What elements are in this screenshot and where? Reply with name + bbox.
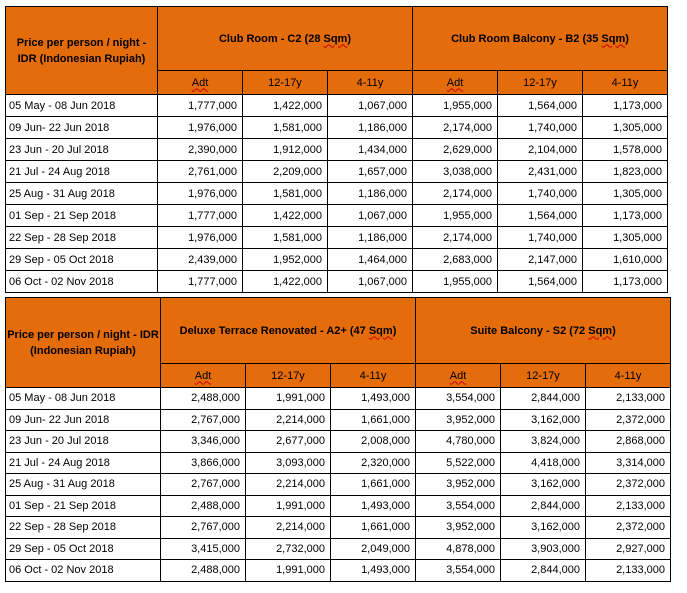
price-cell: 2,214,000 — [246, 517, 331, 539]
price-cell: 2,133,000 — [586, 560, 671, 582]
table-row — [6, 183, 668, 205]
age-header-child: 4-11y — [586, 364, 671, 388]
price-cell: 3,346,000 — [161, 431, 246, 453]
price-cell: 2,174,000 — [413, 117, 498, 139]
table-row — [6, 161, 668, 183]
price-cell: 1,173,000 — [583, 271, 668, 293]
price-cell: 1,422,000 — [243, 271, 328, 293]
age-header-adult: Adt — [416, 364, 501, 388]
date-range-cell: 23 Jun - 20 Jul 2018 — [6, 431, 161, 453]
date-range-cell: 21 Jul - 24 Aug 2018 — [6, 161, 158, 183]
price-cell: 1,422,000 — [243, 95, 328, 117]
price-cell: 2,174,000 — [413, 183, 498, 205]
price-cell: 1,173,000 — [583, 95, 668, 117]
price-cell: 4,878,000 — [416, 538, 501, 560]
table-row — [6, 227, 668, 249]
table-row — [6, 271, 668, 293]
table-row — [6, 117, 668, 139]
price-cell: 1,493,000 — [331, 495, 416, 517]
table-row — [6, 205, 668, 227]
price-cell: 5,522,000 — [416, 452, 501, 474]
price-cell: 1,186,000 — [328, 117, 413, 139]
room-header-suite-balcony — [416, 298, 671, 364]
room-unit: Sqm — [368, 324, 393, 337]
price-cell: 1,434,000 — [328, 139, 413, 161]
table-row — [6, 409, 671, 431]
date-range-cell: 01 Sep - 21 Sep 2018 — [6, 205, 158, 227]
room-close: ) — [625, 32, 629, 45]
age-header-teen: 12-17y — [243, 71, 328, 95]
price-cell: 1,564,000 — [498, 95, 583, 117]
price-cell: 4,780,000 — [416, 431, 501, 453]
price-cell: 1,305,000 — [583, 227, 668, 249]
date-range-cell: 22 Sep - 28 Sep 2018 — [6, 517, 161, 539]
price-cell: 1,952,000 — [243, 249, 328, 271]
price-cell: 1,581,000 — [243, 117, 328, 139]
price-cell: 1,581,000 — [243, 227, 328, 249]
price-cell: 1,955,000 — [413, 95, 498, 117]
date-range-cell: 09 Jun- 22 Jun 2018 — [6, 409, 161, 431]
price-cell: 2,767,000 — [161, 409, 246, 431]
age-header-child: 4-11y — [583, 71, 668, 95]
price-cell: 1,186,000 — [328, 227, 413, 249]
age-header-child: 4-11y — [328, 71, 413, 95]
price-cell: 2,049,000 — [331, 538, 416, 560]
price-cell: 1,976,000 — [158, 227, 243, 249]
price-cell: 1,912,000 — [243, 139, 328, 161]
price-cell: 2,844,000 — [501, 495, 586, 517]
date-range-cell: 05 May - 08 Jun 2018 — [6, 95, 158, 117]
price-cell: 2,732,000 — [246, 538, 331, 560]
price-cell: 2,372,000 — [586, 409, 671, 431]
price-cell: 2,214,000 — [246, 409, 331, 431]
room-header-club-room — [158, 7, 413, 71]
date-range-cell: 09 Jun- 22 Jun 2018 — [6, 117, 158, 139]
room-header-deluxe-terrace — [161, 298, 416, 364]
price-cell: 2,927,000 — [586, 538, 671, 560]
date-range-cell: 05 May - 08 Jun 2018 — [6, 388, 161, 410]
price-cell: 1,661,000 — [331, 409, 416, 431]
price-cell: 1,610,000 — [583, 249, 668, 271]
date-range-cell: 29 Sep - 05 Oct 2018 — [6, 538, 161, 560]
price-cell: 2,214,000 — [246, 474, 331, 496]
price-cell: 2,209,000 — [243, 161, 328, 183]
price-cell: 2,767,000 — [161, 517, 246, 539]
price-cell: 1,581,000 — [243, 183, 328, 205]
table-row — [6, 474, 671, 496]
price-cell: 1,493,000 — [331, 388, 416, 410]
price-cell: 2,320,000 — [331, 452, 416, 474]
price-cell: 1,777,000 — [158, 271, 243, 293]
table-row — [6, 495, 671, 517]
room-header-club-room-balcony — [413, 7, 668, 71]
age-header-adult: Adt — [413, 71, 498, 95]
price-cell: 1,067,000 — [328, 271, 413, 293]
room-close: ) — [347, 32, 352, 45]
price-cell: 1,493,000 — [331, 560, 416, 582]
price-cell: 2,844,000 — [501, 388, 586, 410]
price-cell: 2,767,000 — [161, 474, 246, 496]
price-cell: 1,422,000 — [243, 205, 328, 227]
age-header-teen: 12-17y — [498, 71, 583, 95]
table-row — [6, 95, 668, 117]
price-cell: 2,439,000 — [158, 249, 243, 271]
price-cell: 1,976,000 — [158, 183, 243, 205]
table-row — [6, 139, 668, 161]
price-cell: 1,067,000 — [328, 205, 413, 227]
price-cell: 2,488,000 — [161, 388, 246, 410]
room-name: Club Room Balcony - B2 (35 — [451, 32, 602, 45]
price-cell: 1,067,000 — [328, 95, 413, 117]
price-cell: 3,093,000 — [246, 452, 331, 474]
price-header-label: Price per person / night - IDR (Indonesian Rupiah) — [6, 298, 161, 388]
price-cell: 3,314,000 — [586, 452, 671, 474]
price-cell: 2,683,000 — [413, 249, 498, 271]
price-cell: 2,372,000 — [586, 517, 671, 539]
price-cell: 1,976,000 — [158, 117, 243, 139]
price-cell: 2,488,000 — [161, 495, 246, 517]
age-header-teen: 12-17y — [501, 364, 586, 388]
price-cell: 1,991,000 — [246, 560, 331, 582]
room-close: ) — [392, 324, 397, 337]
price-cell: 3,038,000 — [413, 161, 498, 183]
table-row — [6, 560, 671, 582]
price-cell: 3,554,000 — [416, 495, 501, 517]
room-unit: Sqm — [601, 32, 626, 45]
price-cell: 1,740,000 — [498, 183, 583, 205]
date-range-cell: 25 Aug - 31 Aug 2018 — [6, 474, 161, 496]
price-cell: 3,952,000 — [416, 474, 501, 496]
price-header-label: Price per person / night - IDR (Indonesian Rupiah) — [6, 7, 158, 95]
price-cell: 1,173,000 — [583, 205, 668, 227]
rate-table-club-rooms — [5, 6, 668, 293]
price-cell: 1,657,000 — [328, 161, 413, 183]
price-cell: 3,162,000 — [501, 517, 586, 539]
price-cell: 3,415,000 — [161, 538, 246, 560]
price-cell: 1,661,000 — [331, 474, 416, 496]
table-row — [6, 452, 671, 474]
price-cell: 1,777,000 — [158, 205, 243, 227]
price-cell: 2,431,000 — [498, 161, 583, 183]
age-header-adult: Adt — [158, 71, 243, 95]
price-cell: 3,866,000 — [161, 452, 246, 474]
price-cell: 2,104,000 — [498, 139, 583, 161]
date-range-cell: 01 Sep - 21 Sep 2018 — [6, 495, 161, 517]
table-row — [6, 388, 671, 410]
price-cell: 2,390,000 — [158, 139, 243, 161]
price-cell: 2,147,000 — [498, 249, 583, 271]
room-name: Club Room - C2 (28 — [218, 32, 324, 45]
date-range-cell: 23 Jun - 20 Jul 2018 — [6, 139, 158, 161]
room-name: Deluxe Terrace Renovated - A2+ (47 — [179, 324, 369, 337]
price-cell: 1,991,000 — [246, 495, 331, 517]
price-cell: 1,991,000 — [246, 388, 331, 410]
price-cell: 1,955,000 — [413, 205, 498, 227]
room-name: Suite Balcony - S2 (72 — [470, 324, 589, 337]
price-cell: 2,174,000 — [413, 227, 498, 249]
room-close: ) — [612, 324, 616, 337]
price-cell: 2,761,000 — [158, 161, 243, 183]
price-cell: 2,488,000 — [161, 560, 246, 582]
price-cell: 3,554,000 — [416, 560, 501, 582]
price-cell: 2,133,000 — [586, 388, 671, 410]
price-cell: 2,133,000 — [586, 495, 671, 517]
price-cell: 2,372,000 — [586, 474, 671, 496]
date-range-cell: 25 Aug - 31 Aug 2018 — [6, 183, 158, 205]
price-cell: 3,554,000 — [416, 388, 501, 410]
price-cell: 1,955,000 — [413, 271, 498, 293]
table-row — [6, 517, 671, 539]
price-cell: 1,305,000 — [583, 117, 668, 139]
price-cell: 1,186,000 — [328, 183, 413, 205]
price-cell: 2,868,000 — [586, 431, 671, 453]
price-cell: 3,824,000 — [501, 431, 586, 453]
price-cell: 1,578,000 — [583, 139, 668, 161]
price-cell: 1,823,000 — [583, 161, 668, 183]
date-range-cell: 06 Oct - 02 Nov 2018 — [6, 271, 158, 293]
price-cell: 1,740,000 — [498, 117, 583, 139]
price-cell: 1,464,000 — [328, 249, 413, 271]
age-header-teen: 12-17y — [246, 364, 331, 388]
room-unit: Sqm — [588, 324, 613, 337]
table-row — [6, 538, 671, 560]
table-row — [6, 249, 668, 271]
price-cell: 3,952,000 — [416, 409, 501, 431]
price-cell: 2,677,000 — [246, 431, 331, 453]
age-header-child: 4-11y — [331, 364, 416, 388]
price-cell: 1,305,000 — [583, 183, 668, 205]
price-cell: 1,777,000 — [158, 95, 243, 117]
price-cell: 3,952,000 — [416, 517, 501, 539]
price-cell: 2,629,000 — [413, 139, 498, 161]
price-cell: 2,844,000 — [501, 560, 586, 582]
price-cell: 1,661,000 — [331, 517, 416, 539]
price-cell: 1,740,000 — [498, 227, 583, 249]
date-range-cell: 21 Jul - 24 Aug 2018 — [6, 452, 161, 474]
price-cell: 4,418,000 — [501, 452, 586, 474]
room-unit: Sqm — [323, 32, 348, 45]
date-range-cell: 22 Sep - 28 Sep 2018 — [6, 227, 158, 249]
age-header-adult: Adt — [161, 364, 246, 388]
price-cell: 3,162,000 — [501, 409, 586, 431]
price-cell: 3,903,000 — [501, 538, 586, 560]
rate-table-deluxe-suite — [5, 297, 671, 582]
price-cell: 3,162,000 — [501, 474, 586, 496]
price-cell: 2,008,000 — [331, 431, 416, 453]
table-row — [6, 431, 671, 453]
price-cell: 1,564,000 — [498, 205, 583, 227]
price-cell: 1,564,000 — [498, 271, 583, 293]
date-range-cell: 06 Oct - 02 Nov 2018 — [6, 560, 161, 582]
date-range-cell: 29 Sep - 05 Oct 2018 — [6, 249, 158, 271]
